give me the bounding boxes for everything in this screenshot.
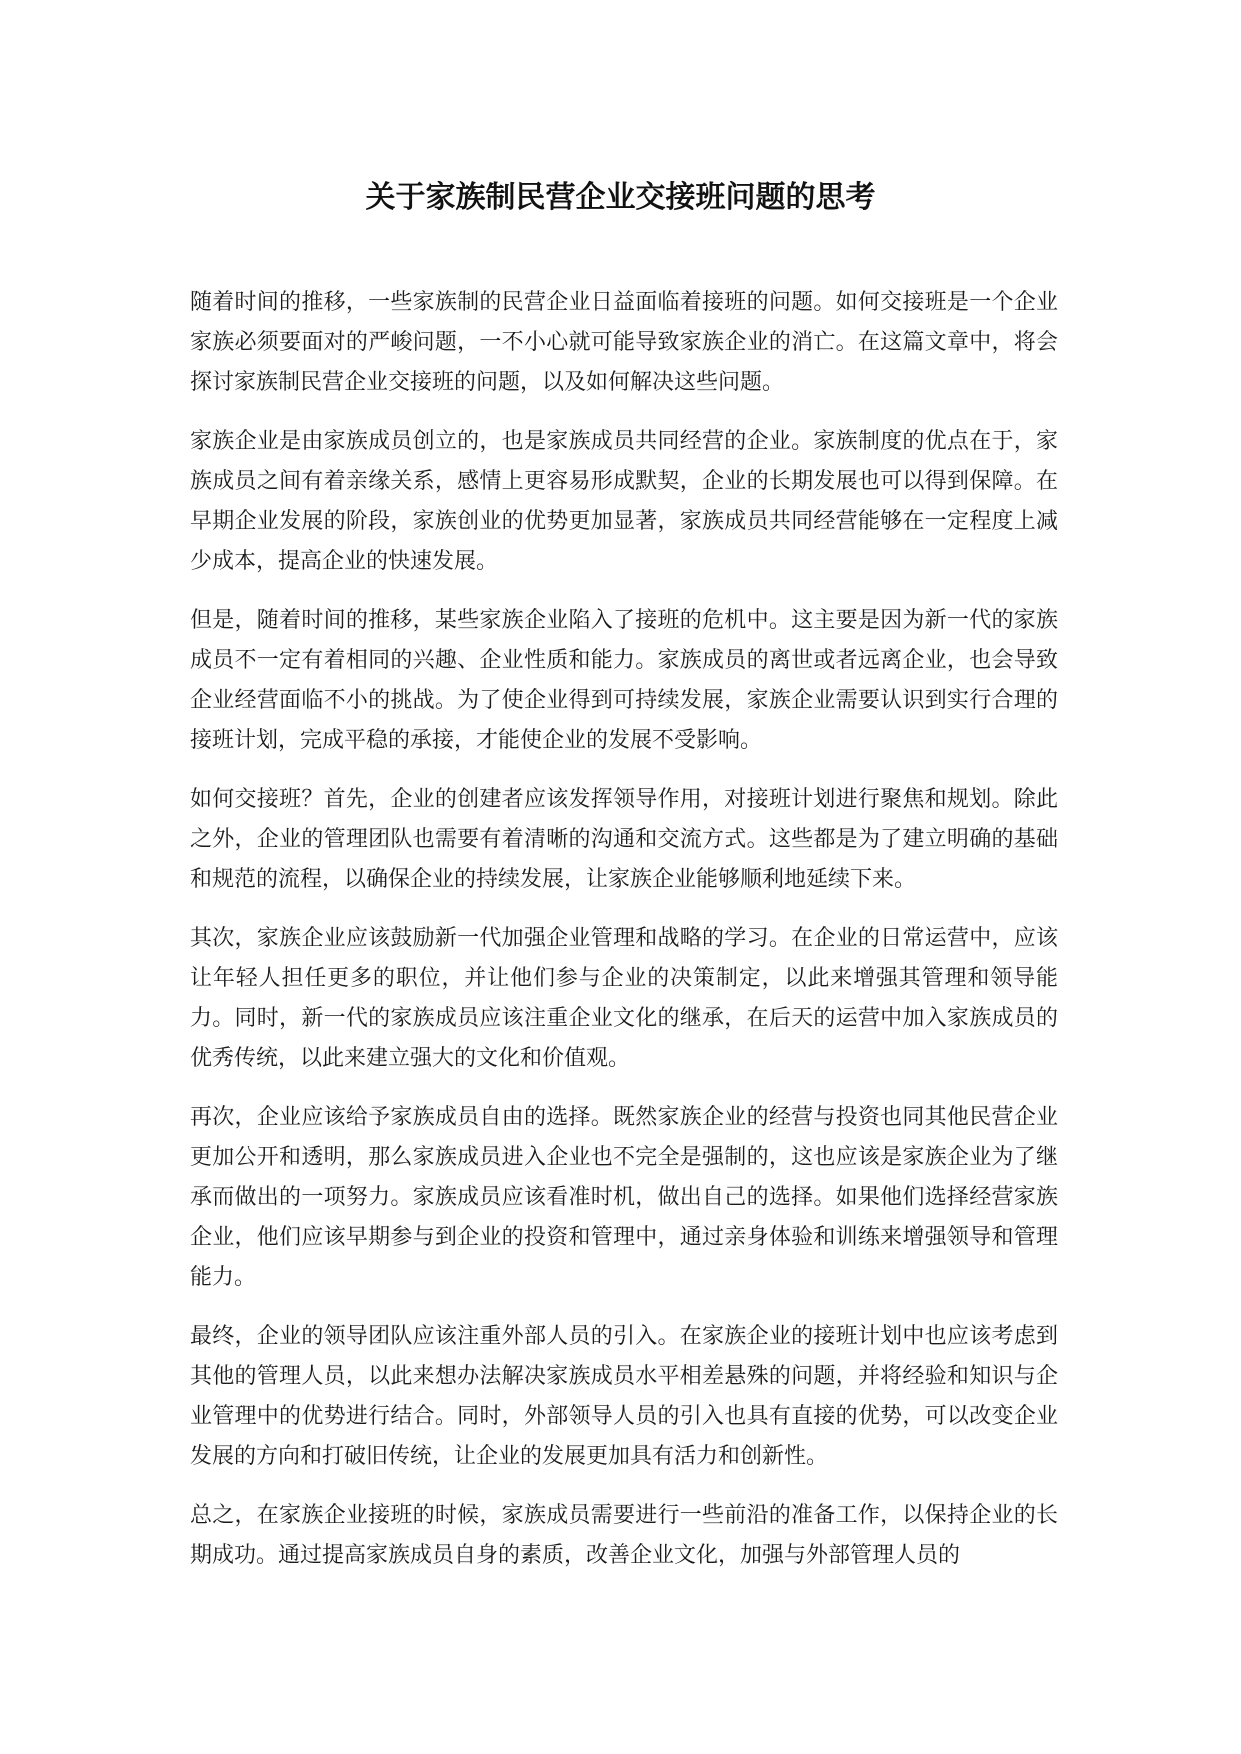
document-body — [190, 283, 1058, 1595]
paragraph-3: 但是，随着时间的推移，某些家族企业陷入了接班的危机中。这主要是因为新一代的家族成员不一定有着相同的兴趣、企业性质和能力。家族成员的离世或者远离企业，也会导致企业经营面临不小的挑战。为了使企业得到可持续发展，家族企业需要认识到实行合理的接班计划，完成平稳的承接，才能使企业的发展不受影响。 — [190, 608, 1058, 753]
paragraph-5: 其次，家族企业应该鼓励新一代加强企业管理和战略的学习。在企业的日常运营中，应该让年轻人担任更多的职位，并让他们参与企业的决策制定，以此来增强其管理和领导能力。同时，新一代的家族成员应该注重企业文化的继承，在后天的运营中加入家族成员的优秀传统，以此来建立强大的文化和价值观。 — [190, 926, 1058, 1071]
paragraph-7: 最终，企业的领导团队应该注重外部人员的引入。在家族企业的接班计划中也应该考虑到其他的管理人员，以此来想办法解决家族成员水平相差悬殊的问题，并将经验和知识与企业管理中的优势进行结合。同时，外部领导人员的引入也具有直接的优势，可以改变企业发展的方向和打破旧传统，让企业的发展更加具有活力和创新性。 — [190, 1324, 1058, 1469]
paragraph-2: 家族企业是由家族成员创立的，也是家族成员共同经营的企业。家族制度的优点在于，家族成员之间有着亲缘关系，感情上更容易形成默契，企业的长期发展也可以得到保障。在早期企业发展的阶段，家族创业的优势更加显著，家族成员共同经营能够在一定程度上减少成本，提高企业的快速发展。 — [190, 429, 1058, 574]
document-title: 关于家族制民营企业交接班问题的思考 — [365, 180, 876, 215]
paragraph-1: 随着时间的推移，一些家族制的民营企业日益面临着接班的问题。如何交接班是一个企业家族必须要面对的严峻问题，一不小心就可能导致家族企业的消亡。在这篇文章中，将会探讨家族制民营企业交接班的问题，以及如何解决这些问题。 — [190, 290, 1058, 395]
paragraph-4: 如何交接班？首先，企业的创建者应该发挥领导作用，对接班计划进行聚焦和规划。除此之外，企业的管理团队也需要有着清晰的沟通和交流方式。这些都是为了建立明确的基础和规范的流程，以确保企业的持续发展，让家族企业能够顺利地延续下来。 — [190, 787, 1058, 892]
paragraph-6: 再次，企业应该给予家族成员自由的选择。既然家族企业的经营与投资也同其他民营企业更加公开和透明，那么家族成员进入企业也不完全是强制的，这也应该是家族企业为了继承而做出的一项努力。家族成员应该看准时机，做出自己的选择。如果他们选择经营家族企业，他们应该早期参与到企业的投资和管理中，通过亲身体验和训练来增强领导和管理能力。 — [190, 1105, 1058, 1290]
paragraph-8: 总之，在家族企业接班的时候，家族成员需要进行一些前沿的准备工作，以保持企业的长期成功。通过提高家族成员自身的素质，改善企业文化，加强与外部管理人员的 — [190, 1503, 1058, 1568]
